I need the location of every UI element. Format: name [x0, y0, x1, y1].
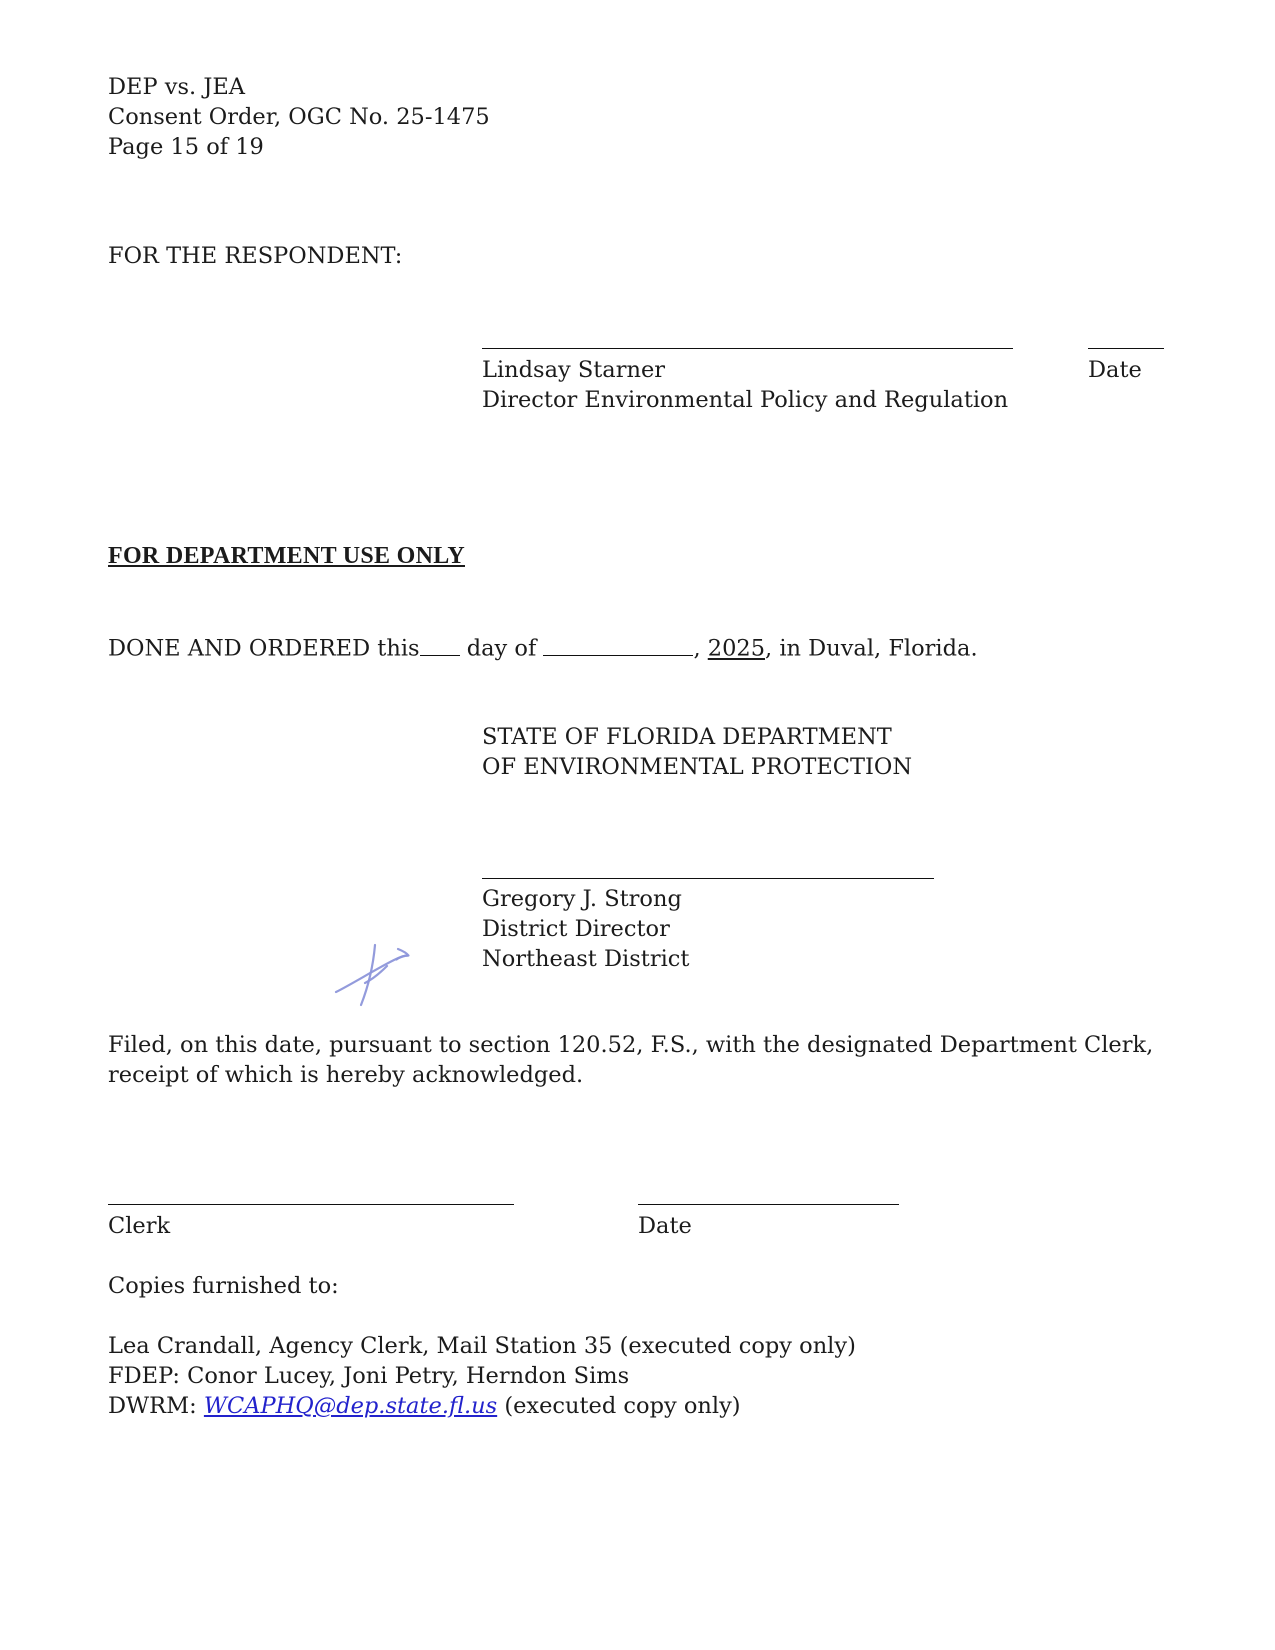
respondent-signature-block: [482, 355, 1008, 415]
year-value: 2025: [707, 635, 766, 662]
filing-statement-line1: Filed, on this date, pursuant to section 120.52, F.S., with the designated Department Clerk,: [108, 1032, 1154, 1058]
month-blank: [543, 632, 693, 656]
filing-statement: [108, 1030, 1153, 1090]
done-and-ordered-line: [108, 632, 978, 664]
copies-recipient-2: FDEP: Conor Lucey, Joni Petry, Herndon Sims: [108, 1363, 630, 1389]
dwrm-email-link[interactable]: WCAPHQ@dep.state.fl.us: [203, 1393, 498, 1419]
done-ordered-middle: day of: [466, 635, 537, 662]
respondent-date-line: [1088, 348, 1164, 349]
agency-name-line2: OF ENVIRONMENTAL PROTECTION: [482, 754, 913, 780]
clerk-date-line: [638, 1204, 899, 1205]
copies-list: [108, 1331, 856, 1421]
agency-name-line1: STATE OF FLORIDA DEPARTMENT: [482, 724, 892, 750]
filing-statement-line2: receipt of which is hereby acknowledged.: [108, 1062, 584, 1088]
done-ordered-tail: , in Duval, Florida.: [765, 635, 978, 662]
respondent-heading: FOR THE RESPONDENT:: [108, 243, 403, 269]
clerk-label: Clerk: [108, 1213, 171, 1239]
page-header: [108, 72, 490, 162]
copies-recipient-dwrm: [108, 1391, 856, 1421]
dwrm-suffix: (executed copy only): [497, 1393, 741, 1419]
done-ordered-comma: ,: [693, 635, 708, 662]
dwrm-prefix: DWRM:: [108, 1393, 204, 1419]
respondent-date-label: Date: [1088, 357, 1142, 383]
header-document-title: Consent Order, OGC No. 25-1475: [108, 104, 490, 130]
department-use-heading: FOR DEPARTMENT USE ONLY: [108, 543, 465, 569]
department-signer-title-1: District Director: [482, 916, 670, 942]
clerk-signature-line: [108, 1204, 514, 1205]
respondent-signer-title: Director Environmental Policy and Regulation: [482, 387, 1009, 413]
day-blank: [420, 632, 460, 656]
department-signature-block: [482, 884, 689, 974]
copies-recipient-1: Lea Crandall, Agency Clerk, Mail Station 35 (executed copy only): [108, 1333, 856, 1359]
header-case-caption: DEP vs. JEA: [108, 74, 246, 100]
clerk-date-label: Date: [638, 1213, 692, 1239]
department-signer-title-2: Northeast District: [482, 946, 690, 972]
done-ordered-lead: DONE AND ORDERED this: [108, 635, 420, 662]
respondent-signer-name: Lindsay Starner: [482, 357, 666, 383]
agency-name-block: [482, 722, 912, 782]
department-signer-name: Gregory J. Strong: [482, 886, 682, 912]
handwritten-initials: [328, 938, 428, 1010]
respondent-signature-line: [482, 348, 1013, 349]
copies-heading: Copies furnished to:: [108, 1273, 339, 1299]
department-signature-line: [482, 878, 934, 879]
header-page-number: Page 15 of 19: [108, 134, 264, 160]
